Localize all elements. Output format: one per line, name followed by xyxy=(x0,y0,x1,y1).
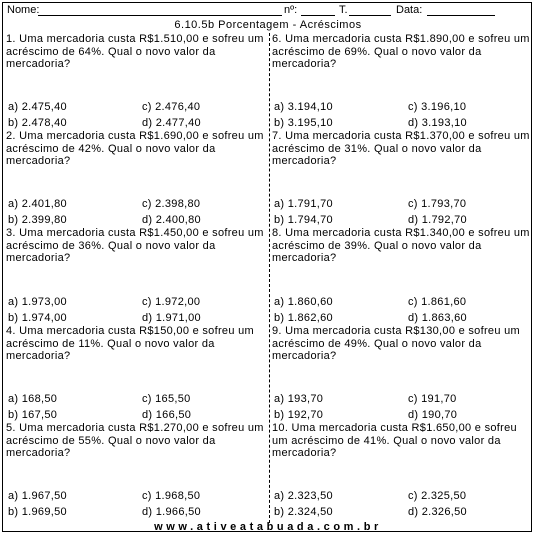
option-a: a) 1.791,70 xyxy=(274,198,333,210)
number-label: nº: xyxy=(284,4,298,16)
option-b: b) 3.195,10 xyxy=(274,117,333,129)
option-a: a) 1.967,50 xyxy=(8,490,67,502)
option-c: c) 3.196,10 xyxy=(408,101,467,113)
option-d: d) 1.863,60 xyxy=(408,312,467,324)
option-d: d) 190,70 xyxy=(408,409,458,421)
question-9 xyxy=(272,325,534,363)
option-d: d) 2.400,80 xyxy=(142,214,201,226)
option-b: b) 1.794,70 xyxy=(274,214,333,226)
option-b: b) 192,70 xyxy=(274,409,324,421)
class-line xyxy=(349,15,391,16)
page-title: 6.10.5b Porcentagem - Acréscimos xyxy=(174,19,362,31)
option-b: b) 167,50 xyxy=(8,409,58,421)
date-label: Data: xyxy=(396,4,423,16)
option-d: d) 1.971,00 xyxy=(142,312,201,324)
name-line xyxy=(38,15,282,16)
question-text: 1. Uma mercadoria custa R$1.510,00 e sofreu um acréscimo de 64%. Qual o novo valor da mercadoria? xyxy=(6,33,264,71)
question-text: 4. Uma mercadoria custa R$150,00 e sofreu um acréscimo de 11%. Qual o novo valor da mercadoria? xyxy=(6,325,254,363)
option-d: d) 2.326,50 xyxy=(408,506,467,518)
option-c: c) 1.861,60 xyxy=(408,296,467,308)
question-6 xyxy=(272,33,534,71)
option-a: a) 1.973,00 xyxy=(8,296,67,308)
question-text: 8. Uma mercadoria custa R$1.340,00 e sofreu um acréscimo de 39%. Qual o novo valor da mercadoria? xyxy=(272,227,530,265)
header-row xyxy=(7,4,531,17)
option-c: c) 2.476,40 xyxy=(142,101,201,113)
question-5 xyxy=(6,422,268,460)
website-footer: www.ativeatabuada.com.br xyxy=(154,521,382,533)
option-a: a) 2.401,80 xyxy=(8,198,67,210)
option-a: a) 2.323,50 xyxy=(274,490,333,502)
question-2 xyxy=(6,130,268,168)
question-7 xyxy=(272,130,534,168)
name-label: Nome: xyxy=(7,4,40,16)
number-line xyxy=(301,15,335,16)
option-b: b) 2.399,80 xyxy=(8,214,67,226)
option-b: b) 1.862,60 xyxy=(274,312,333,324)
question-text: 3. Uma mercadoria custa R$1.450,00 e sofreu um acréscimo de 36%. Qual o novo valor da mercadoria? xyxy=(6,227,264,265)
question-1 xyxy=(6,33,268,71)
option-b: b) 1.974,00 xyxy=(8,312,67,324)
question-10 xyxy=(272,422,534,460)
option-c: c) 1.972,00 xyxy=(142,296,201,308)
option-a: a) 3.194,10 xyxy=(274,101,333,113)
question-text: 2. Uma mercadoria custa R$1.690,00 e sofreu um acréscimo de 42%. Qual o novo valor da mercadoria? xyxy=(6,130,264,168)
question-text: 7. Uma mercadoria custa R$1.370,00 e sofreu um acréscimo de 31%. Qual o novo valor da mercadoria? xyxy=(272,130,530,168)
option-d: d) 3.193,10 xyxy=(408,117,467,129)
option-a: a) 2.475,40 xyxy=(8,101,67,113)
class-label: T. xyxy=(339,4,348,16)
question-text: 10. Uma mercadoria custa R$1.650,00 e sofreu um acréscimo de 41%. Qual o novo valor da mercadoria? xyxy=(272,422,517,460)
option-a: a) 168,50 xyxy=(8,393,58,405)
option-d: d) 1.966,50 xyxy=(142,506,201,518)
option-c: c) 1.968,50 xyxy=(142,490,201,502)
option-d: d) 1.792,70 xyxy=(408,214,467,226)
column-divider xyxy=(269,33,270,523)
option-d: d) 2.477,40 xyxy=(142,117,201,129)
option-c: c) 2.325,50 xyxy=(408,490,467,502)
option-a: a) 1.860,60 xyxy=(274,296,333,308)
option-c: c) 165,50 xyxy=(142,393,191,405)
question-8 xyxy=(272,227,534,265)
option-c: c) 2.398,80 xyxy=(142,198,201,210)
option-d: d) 166,50 xyxy=(142,409,192,421)
option-c: c) 191,70 xyxy=(408,393,457,405)
question-3 xyxy=(6,227,268,265)
question-text: 9. Uma mercadoria custa R$130,00 e sofreu um acréscimo de 49%. Qual o novo valor da mercadoria? xyxy=(272,325,520,363)
option-a: a) 193,70 xyxy=(274,393,324,405)
question-text: 6. Uma mercadoria custa R$1.890,00 e sofreu um acréscimo de 69%. Qual o novo valor da mercadoria? xyxy=(272,33,530,71)
question-text: 5. Uma mercadoria custa R$1.270,00 e sofreu um acréscimo de 55%. Qual o novo valor da mercadoria? xyxy=(6,422,264,460)
option-c: c) 1.793,70 xyxy=(408,198,467,210)
date-line xyxy=(427,15,495,16)
option-b: b) 2.478,40 xyxy=(8,117,67,129)
worksheet xyxy=(2,2,532,532)
option-b: b) 2.324,50 xyxy=(274,506,333,518)
option-b: b) 1.969,50 xyxy=(8,506,67,518)
question-4 xyxy=(6,325,268,363)
